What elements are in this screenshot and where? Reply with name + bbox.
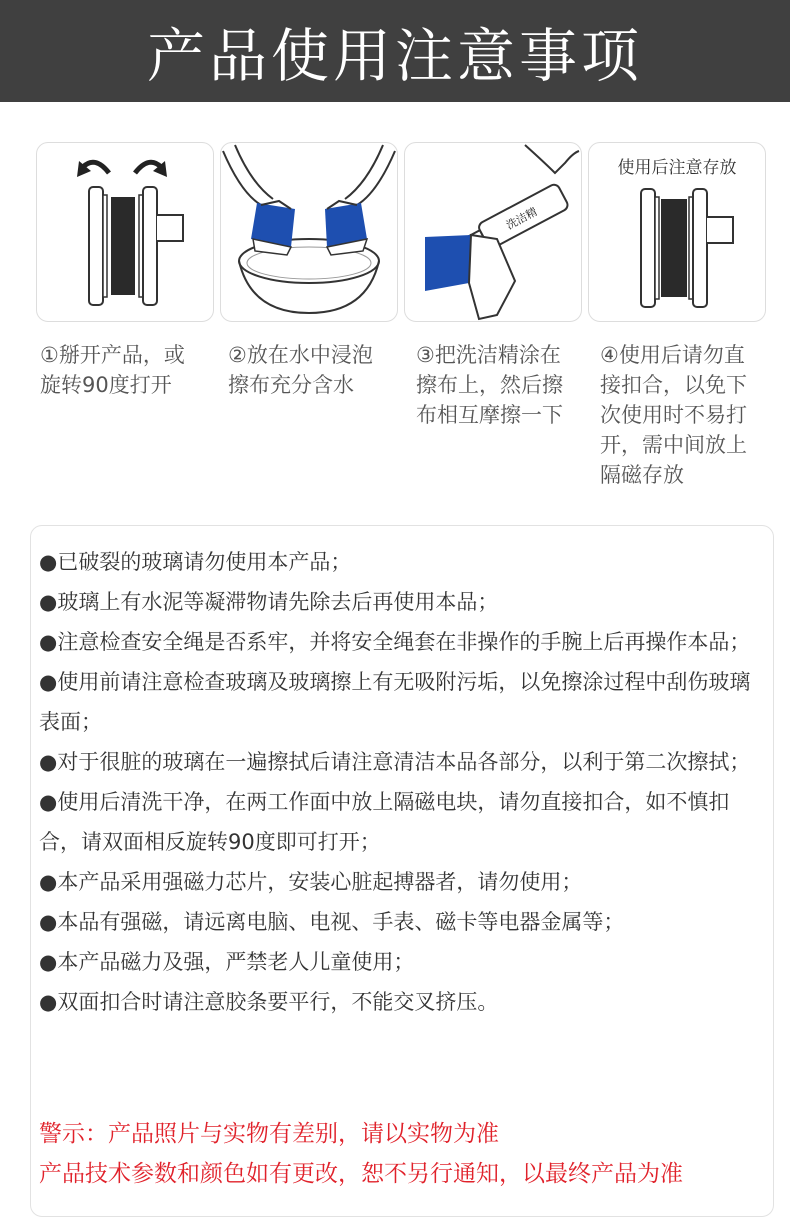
warning-line-2: 产品技术参数和颜色如有更改，恕不另行通知，以最终产品为准 xyxy=(39,1161,683,1187)
step-3-illustration xyxy=(404,142,582,322)
note-item: ●本品有强磁，请远离电脑、电视、手表、磁卡等电器金属等； xyxy=(39,910,625,934)
note-item: ●双面扣合时请注意胶条要平行，不能交叉挤压。 xyxy=(39,990,499,1014)
note-item: ●使用后清洗干净，在两工作面中放上隔磁电块，请勿直接扣合，如不慎扣合，请双面相反旋转90度即可打开； xyxy=(39,790,730,854)
step-4-text: ④使用后请勿直 接扣合，以免下 次使用时不易打 开，需中间放上 隔磁存放 xyxy=(600,343,747,487)
note-item: ●玻璃上有水泥等凝滞物请先除去后再使用本品； xyxy=(39,590,499,614)
note-item: ●已破裂的玻璃请勿使用本产品； xyxy=(39,550,352,574)
step-4-illustration xyxy=(588,142,766,322)
note-item: ●对于很脏的玻璃在一遍擦拭后请注意清洁本品各部分，以利于第二次擦拭； xyxy=(39,750,751,774)
notes-list xyxy=(39,542,767,1022)
note-item: ●注意检查安全绳是否系牢，并将安全绳套在非操作的手腕上后再操作本品； xyxy=(39,630,751,654)
note-item: ●本产品磁力及强，严禁老人儿童使用； xyxy=(39,950,415,974)
step-1-illustration xyxy=(36,142,214,322)
step-1-text: ①掰开产品，或 旋转90度打开 xyxy=(40,343,185,397)
step-2-text: ②放在水中浸泡 擦布充分含水 xyxy=(228,343,373,397)
bottle-label: 洗洁精 xyxy=(504,205,540,233)
page-title: 产品使用注意事项 xyxy=(146,22,643,90)
step-3-text: ③把洗洁精涂在 擦布上，然后擦 布相互摩擦一下 xyxy=(416,343,563,427)
note-item: ●本产品采用强磁力芯片，安装心脏起搏器者，请勿使用； xyxy=(39,870,583,894)
step-2-illustration xyxy=(220,142,398,322)
note-item: ●使用前请注意检查玻璃及玻璃擦上有无吸附污垢，以免擦涂过程中刮伤玻璃表面； xyxy=(39,670,751,734)
step-4-caption: 使用后注意存放 xyxy=(617,158,737,178)
notes-panel xyxy=(30,525,774,1217)
page-header xyxy=(0,0,790,102)
warning-line-1: 警示：产品照片与实物有差别，请以实物为准 xyxy=(39,1121,499,1147)
